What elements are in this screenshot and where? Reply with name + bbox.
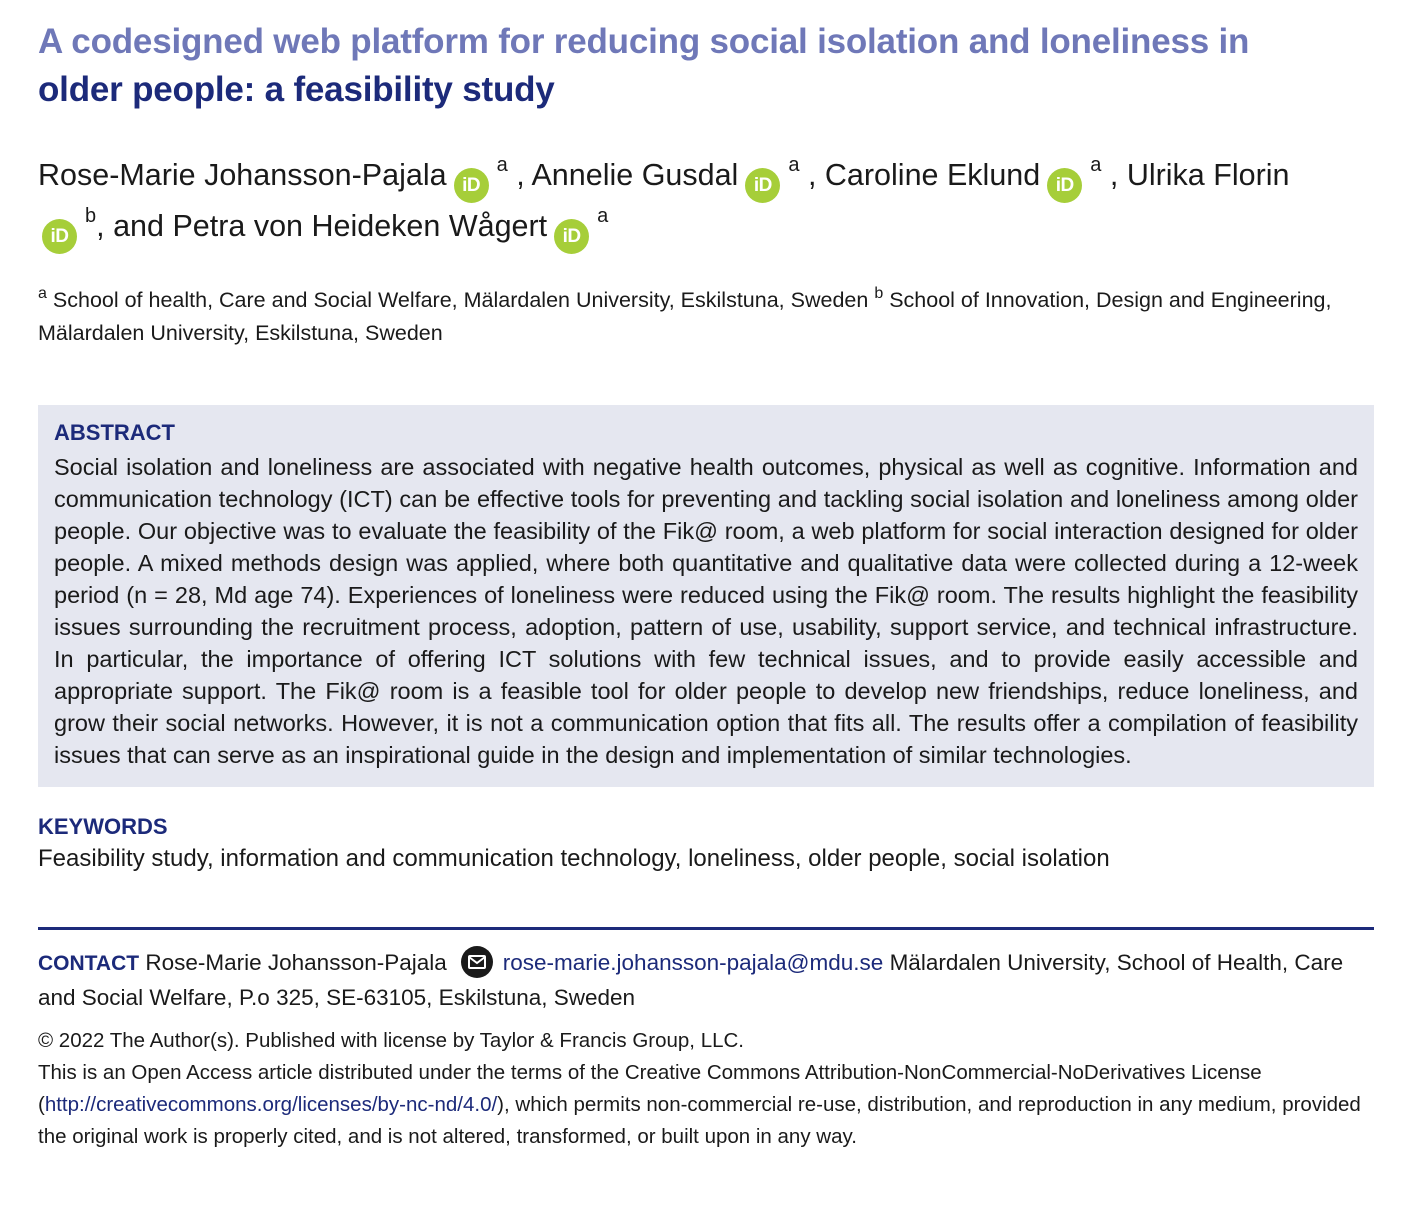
author-name[interactable]: Ulrika Florin [1126, 158, 1290, 192]
copyright-line: © 2022 The Author(s). Published with license by Taylor & Francis Group, LLC. [38, 1029, 744, 1052]
contact-block [38, 946, 1374, 1015]
contact-name: Rose-Marie Johansson-Pajala [145, 950, 447, 975]
envelope-icon[interactable] [461, 946, 493, 978]
article-front-page [38, 18, 1374, 1153]
title-line-2: older people: a feasibility study [38, 70, 555, 109]
license-text [38, 1057, 1374, 1153]
affiliation-mark: a [1090, 154, 1102, 176]
orcid-icon[interactable]: iD [1047, 168, 1082, 203]
orcid-icon[interactable]: iD [42, 219, 77, 254]
affiliation-b-mark: b [874, 285, 884, 302]
affiliation-mark: a [496, 154, 508, 176]
keywords-heading: KEYWORDS [38, 814, 168, 839]
author-separator: , [516, 158, 525, 192]
abstract-heading: ABSTRACT [54, 420, 175, 445]
title-line-1: A codesigned web platform for reducing social isolation and loneliness in [38, 22, 1250, 61]
copyright-block [38, 1025, 1374, 1153]
affiliation-b-text: School of Innovation, Design and Engineering, Mälardalen University, Eskilstuna, Sweden [38, 288, 1332, 345]
author-separator: , [807, 158, 817, 192]
orcid-icon[interactable]: iD [554, 219, 589, 254]
footer-divider [38, 927, 1374, 930]
license-rest: ), which permits non-commercial re-use, distribution, and reproduction in any medium, provided the original work is properly cited, and is not altered, transformed, or built upon in any way. [38, 1093, 1361, 1148]
contact-email-link[interactable]: rose-marie.johansson-pajala@mdu.se [502, 950, 884, 975]
orcid-icon[interactable]: iD [454, 168, 489, 203]
author-separator: , [1109, 158, 1119, 192]
author-name[interactable]: Caroline Eklund [824, 158, 1041, 192]
affiliations [38, 284, 1374, 350]
author-conjunction: , and [96, 209, 164, 243]
affiliation-a-mark: a [38, 285, 47, 302]
author-name[interactable]: Annelie Gusdal [531, 158, 739, 192]
license-intro: This is an Open Access article distributed under the terms of the Creative Commons Attribution-NonCommercial-NoDerivatives License ( [38, 1061, 1262, 1116]
contact-label: CONTACT [38, 952, 140, 975]
license-link[interactable]: http://creativecommons.org/licenses/by-nc-nd/4.0/ [44, 1093, 498, 1116]
author-name[interactable]: Rose-Marie Johansson-Pajala [38, 158, 447, 192]
article-title [38, 18, 1374, 114]
author-name[interactable]: Petra von Heideken Wågert [172, 209, 548, 243]
abstract-text: Social isolation and loneliness are associated with negative health outcomes, physical as well as cognitive. Information and communication technology (ICT) can be effective tools for preventing and tackling social isolation and loneliness among older people. Our objective was to evaluate the feasibility of the Fik@ room, a web platform for social interaction designed for older people. A mixed methods design was applied, where both quantitative and qualitative data were collected during a 12-week period (n = 28, Md age 74). Experiences of loneliness were reduced using the Fik@ room. The results highlight the feasibility issues surrounding the recruitment process, adoption, pattern of use, usability, support service, and technical infrastructure. In particular, the importance of offering ICT solutions with few technical issues, and to provide easily accessible and appropriate support. The Fik@ room is a feasible tool for older people to develop new friendships, reduce loneliness, and grow their social networks. However, it is not a communication option that fits all. The results offer a compilation of feasibility issues that can serve as an inspirational guide in the design and implementation of similar technologies. [54, 454, 1358, 768]
affiliation-a-text: School of health, Care and Social Welfare, Mälardalen University, Eskilstuna, Sweden [52, 288, 869, 312]
affiliation-mark: a [788, 154, 800, 176]
contact-address: Mälardalen University, School of Health, Care and Social Welfare, P.o 325, SE-63105, Eskilstuna, Sweden [38, 950, 1344, 1010]
keywords-text: Feasibility study, information and communication technology, loneliness, older people, social isolation [38, 845, 1110, 872]
abstract-box [38, 405, 1374, 787]
author-list [38, 152, 1374, 254]
orcid-icon[interactable]: iD [745, 168, 780, 203]
affiliation-mark: b [85, 205, 97, 227]
affiliation-mark: a [597, 205, 609, 227]
